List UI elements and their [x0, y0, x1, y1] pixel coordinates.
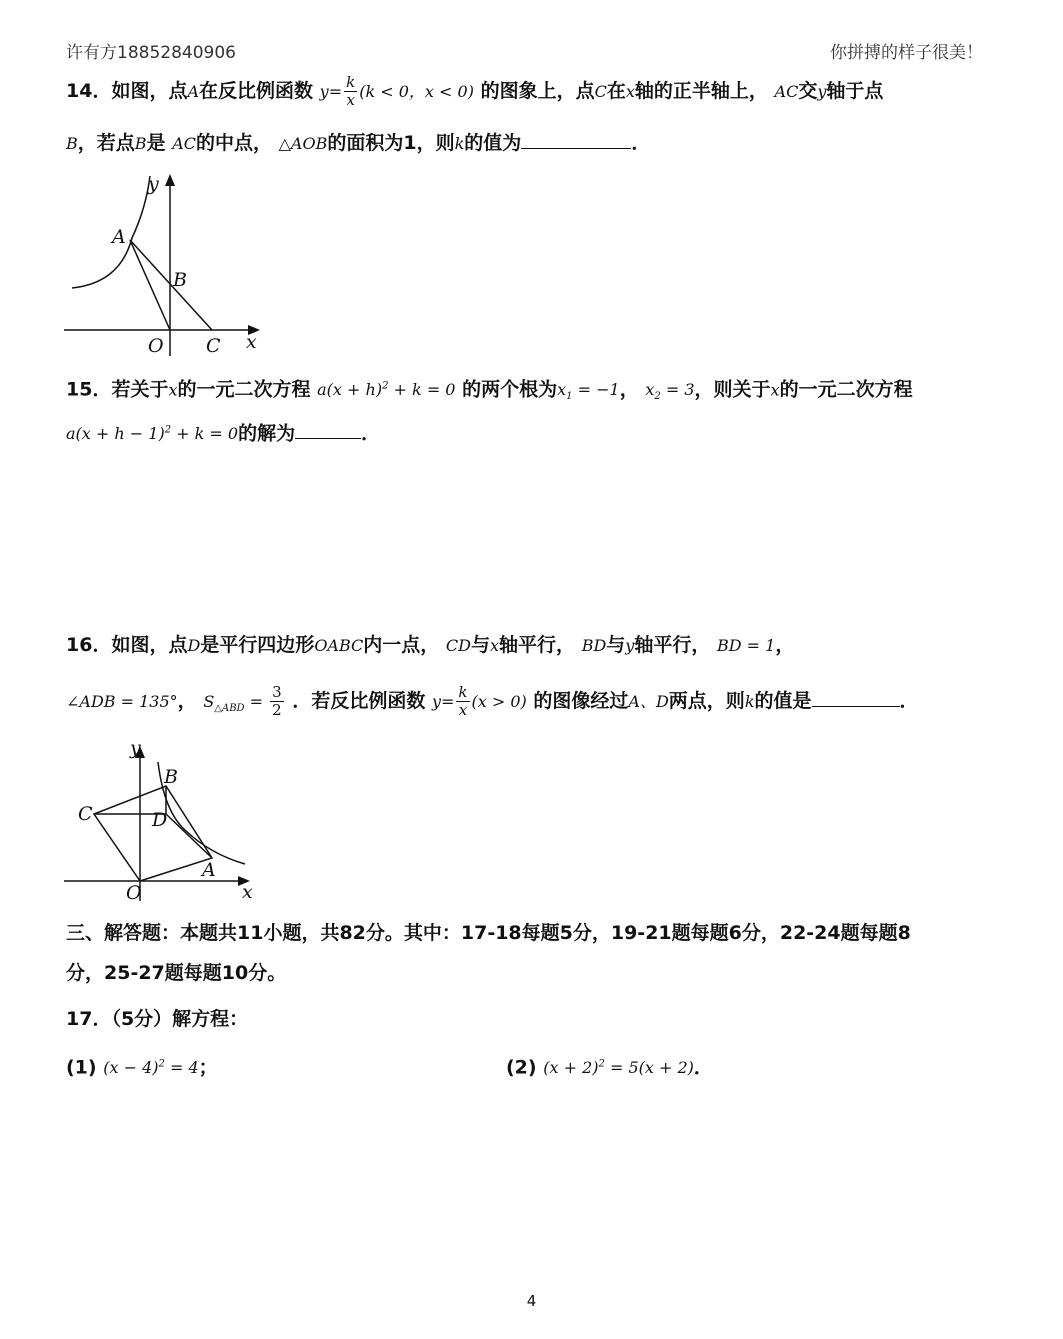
q14-segment-ao [130, 240, 170, 330]
q15-end: ． [361, 422, 381, 445]
q15-eq2-part: + k = 0 [171, 424, 239, 444]
q15-root1 [557, 380, 620, 403]
q15-eq1-sup: 2 [382, 381, 389, 392]
q16-fn-cond: (x > 0) [471, 692, 527, 711]
q17-p1-part: (x − 4) [103, 1058, 159, 1078]
q14-frac-den: x [346, 91, 355, 109]
q15-var-x: x [770, 380, 780, 400]
q14-text: ，若点 [77, 132, 135, 154]
q14-fig-label-c: C [206, 335, 221, 357]
q17-p2-part: = 5(x + 2) [604, 1058, 694, 1078]
header-left: 许有方18852840906 [66, 43, 236, 63]
q16-point-d: D [187, 636, 201, 655]
q15-root2-x: x [645, 380, 655, 400]
header-right: 你拼搏的样子很美！ [830, 43, 983, 63]
q15-line2 [66, 416, 380, 449]
q14-text: 在反比例函数 [199, 80, 314, 102]
q14-segment-ac: AC [774, 82, 799, 101]
q16-area-eq: = [244, 692, 269, 711]
q16-fig-label-o: O [126, 882, 142, 904]
q15-text: 的解为 [238, 422, 296, 445]
q14-fn-eq: = [328, 82, 343, 101]
q16-number: 16． [66, 634, 112, 656]
q14-answer-blank [521, 128, 631, 149]
page-number: 4 [526, 1292, 537, 1310]
q15-root1-x: x [557, 380, 567, 400]
q14-text: 轴于点 [826, 80, 884, 102]
q16-text: ．若反比例函数 [292, 690, 426, 712]
q16-fig-label-d: D [152, 809, 168, 831]
q16-area-num: 3 [272, 683, 282, 701]
q14-segment-ac-line [130, 240, 212, 330]
q16-area-fraction [270, 684, 284, 719]
q17-p1-sup: 2 [158, 1059, 165, 1070]
q14-figure [60, 168, 270, 360]
q14-fn-y: y [319, 82, 329, 101]
q14-x-axis: x [625, 82, 635, 101]
q16-k: k [744, 692, 755, 711]
q17-part1-equation [103, 1058, 198, 1077]
q14-point-b: B [66, 134, 78, 153]
q16-text: 两点，则 [668, 690, 745, 712]
q17-part1 [66, 1050, 218, 1083]
q14-text: 轴的正半轴上， [634, 80, 768, 102]
q14-hyperbola [72, 176, 150, 288]
q16-segment-cd: CD [445, 636, 471, 655]
q16-text: 的图像经过 [533, 690, 629, 712]
q14-triangle: △AOB [278, 134, 328, 153]
q14-fig-label-o: O [148, 335, 164, 357]
q14-fig-label-b: B [173, 269, 187, 291]
q16-answer-blank [812, 686, 900, 707]
q17-part1-end: ； [198, 1056, 218, 1079]
q14-number: 14． [66, 80, 112, 102]
q15-text: 若关于 [111, 378, 169, 401]
q16-fig-label-c: C [78, 803, 93, 825]
q17-p2-sup: 2 [598, 1059, 605, 1070]
q16-text: 与 [471, 634, 491, 656]
q16-frac-num: k [458, 683, 468, 701]
q14-end: ． [631, 132, 651, 154]
q14-line1 [66, 74, 883, 109]
q14-text: 在 [606, 80, 626, 102]
q17-part2-end: ． [693, 1056, 713, 1079]
q16-frac-den: x [458, 701, 468, 719]
q14-text: 的面积为1，则 [327, 132, 455, 154]
q15-eq1-part: a(x + h) [317, 380, 383, 400]
q14-fraction [344, 74, 357, 109]
q16-fn-y: y [431, 692, 441, 711]
q16-points-ad: A、D [628, 692, 669, 711]
q14-segment-ac: AC [172, 134, 196, 153]
q15-root2 [645, 380, 695, 403]
q16-segment-bd: BD [581, 636, 607, 655]
q15-text: 的一元二次方程 [779, 378, 913, 401]
q17-title: 17．（5分）解方程： [66, 1008, 249, 1030]
q16-text: 轴平行， [499, 634, 576, 656]
q14-text: 的中点， [195, 132, 272, 154]
q16-parallelogram-oabc [94, 786, 212, 881]
q14-text: 是 [146, 132, 166, 154]
q16-text: ， [775, 634, 795, 656]
q16-text: 与 [606, 634, 626, 656]
q17-p1-part: = 4 [164, 1058, 199, 1078]
q16-line2 [66, 684, 919, 724]
q14-y-axis: y [817, 82, 827, 101]
q15-text: ， [619, 378, 639, 401]
q15-text: ，则关于 [694, 378, 771, 401]
q16-text: 如图，点 [111, 634, 188, 656]
q16-segment-da [166, 814, 212, 858]
q16-text: 的值是 [754, 690, 812, 712]
q16-text: 轴平行， [634, 634, 711, 656]
q16-area-s: S [203, 692, 215, 711]
q16-y-axis: y [625, 636, 635, 655]
q16-fig-label-a: A [202, 859, 216, 881]
q16-area-den: 2 [272, 701, 282, 719]
q14-point-c: C [594, 82, 607, 101]
q14-text: 的值为 [464, 132, 522, 154]
section3-line1: 三、解答题：本题共11小题，共82分。其中：17-18每题5分，19-21题每题6分，22-24题每题8 [66, 922, 911, 944]
q15-equation1 [317, 380, 455, 399]
q15-text: 的两个根为 [462, 378, 558, 401]
q16-angle: ∠ADB = 135° [66, 692, 178, 711]
q16-text: 内一点， [363, 634, 440, 656]
q14-k: k [454, 134, 465, 153]
q14-text: 如图，点 [111, 80, 188, 102]
q15-eq2-sup: 2 [164, 425, 172, 436]
q14-frac-num: k [346, 73, 356, 91]
q15-number: 15． [66, 378, 112, 401]
q17-part1-label: (1) [66, 1056, 97, 1079]
q16-end: ． [899, 690, 919, 712]
q15-root1-val: = −1 [572, 380, 620, 400]
q14-text: 的图象上，点 [480, 80, 595, 102]
q17-part2-equation [543, 1058, 694, 1077]
q14-fig-label-x: x [246, 331, 257, 353]
q15-root2-sub: 2 [654, 391, 661, 403]
section3-line2: 分，25-27题每题10分。 [66, 962, 287, 984]
q16-area [203, 692, 269, 715]
q16-fn-eq: = [441, 692, 455, 711]
q14-fig-label-y: y [148, 173, 159, 195]
q14-line2 [66, 128, 650, 159]
q16-fig-label-b: B [164, 766, 178, 788]
q15-root2-val: = 3 [660, 380, 695, 400]
q16-x-axis: x [490, 636, 500, 655]
q15-equation2 [66, 424, 238, 443]
q16-area-sub: △ABD [214, 703, 245, 715]
q17-part2-label: (2) [506, 1056, 537, 1079]
q14-fig-label-a: A [112, 226, 126, 248]
q16-line1 [66, 630, 794, 661]
q16-figure [60, 736, 270, 904]
q14-fn-cond: (k < 0，x < 0) [359, 82, 474, 101]
q15-eq2-part: a(x + h − 1) [66, 424, 165, 444]
q14-point-b: B [134, 134, 147, 153]
q16-fig-label-y: y [130, 737, 141, 759]
q14-y-arrow [165, 174, 175, 186]
q16-fig-label-x: x [242, 881, 253, 903]
q14-text: 交 [798, 80, 818, 102]
q15-root1-sub: 1 [566, 391, 573, 403]
q15-text: 的一元二次方程 [177, 378, 311, 401]
q15-var-x: x [168, 380, 178, 400]
q16-text: 是平行四边形 [200, 634, 315, 656]
q16-fraction [456, 684, 469, 719]
q17-p2-part: (x + 2) [543, 1058, 599, 1078]
q15-answer-blank [295, 418, 361, 439]
q16-bd-value: BD = 1 [716, 636, 776, 655]
q15-eq1-part: + k = 0 [388, 380, 456, 400]
q16-text: ， [177, 690, 197, 712]
q15-line1 [66, 372, 913, 413]
q17-part2 [506, 1050, 713, 1083]
q14-point-a: A [187, 82, 200, 101]
q16-parallelogram: OABC [314, 636, 364, 655]
